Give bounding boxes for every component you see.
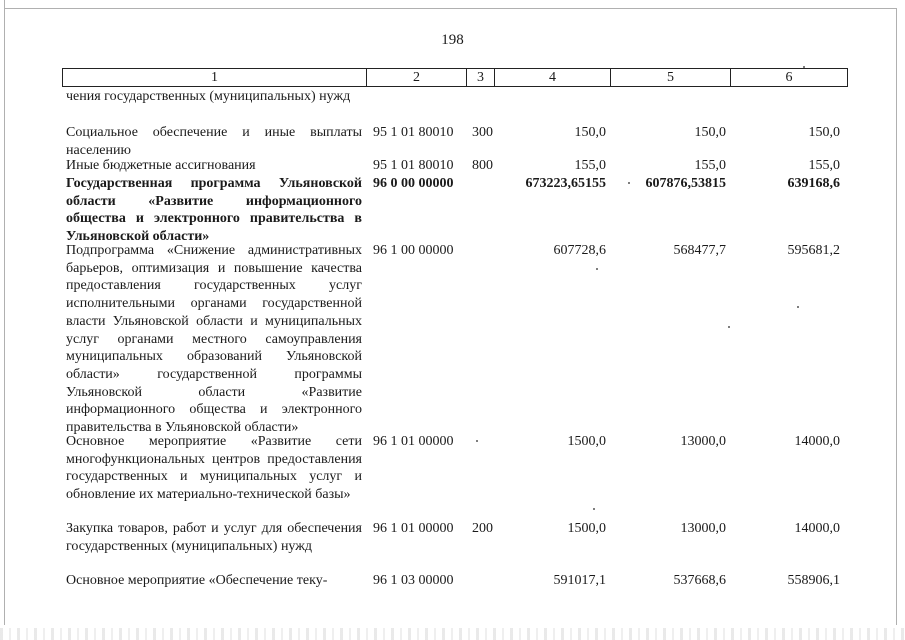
row-name: Иные бюджетные ассигнования [66, 158, 256, 173]
row-code: 96 1 01 00000 [373, 434, 454, 449]
scan-speck [593, 508, 595, 510]
row-name: Закупка товаров, работ и услуг для обеспечения государственных (муниципальных) нужд [66, 521, 362, 554]
column-header-3: 3 [467, 69, 495, 86]
row-value-col4: 1500,0 [567, 521, 606, 536]
row-code: 96 1 03 00000 [373, 573, 454, 588]
row-value-col5: 607876,53815 [645, 176, 726, 191]
row-value-col6: 14000,0 [794, 521, 840, 536]
row-name: Социальное обеспечение и иные выплаты населению [66, 125, 362, 158]
scan-edge-top [4, 8, 896, 9]
row-value-col6: 155,0 [808, 158, 840, 173]
row-code: 96 1 00 00000 [373, 243, 454, 258]
scan-speck [476, 440, 478, 442]
row-value-col4: 673223,65155 [525, 176, 606, 191]
row-code: 95 1 01 80010 [373, 158, 454, 173]
row-code: 96 1 01 00000 [373, 521, 454, 536]
row-code: 96 0 00 00000 [373, 176, 454, 191]
column-header-6: 6 [785, 70, 793, 85]
scan-speck [628, 182, 630, 184]
row-expense-type: 200 [472, 521, 493, 536]
column-header-5: 5 [611, 69, 731, 86]
row-expense-type: 800 [472, 158, 493, 173]
row-value-col6: 639168,6 [787, 176, 840, 191]
column-header-1: 1 [63, 69, 367, 86]
row-value-col6: 150,0 [808, 125, 840, 140]
scan-speck [596, 268, 598, 270]
row-name: Основное мероприятие «Обеспечение теку- [66, 573, 328, 588]
scan-edge-right [896, 8, 897, 625]
row-value-col5: 568477,7 [673, 243, 726, 258]
row-value-col5: 13000,0 [680, 521, 726, 536]
scan-speck [728, 326, 730, 328]
row-expense-type: 300 [472, 125, 493, 140]
row-value-col6: 558906,1 [787, 573, 840, 588]
row-value-col4: 155,0 [574, 158, 606, 173]
row-value-col5: 537668,6 [673, 573, 726, 588]
row-name: чения государственных (муниципальных) нужд [66, 89, 351, 104]
scan-edge-left [4, 0, 5, 625]
table-header [62, 68, 848, 87]
page-number: 198 [441, 32, 464, 48]
row-value-col6: 14000,0 [794, 434, 840, 449]
row-name: Государственная программа Ульяновской области «Развитие информационного общества и электронного правительства в Ульяновской области» [66, 176, 362, 245]
row-value-col4: 1500,0 [567, 434, 606, 449]
column-header-4: 4 [495, 69, 611, 86]
row-name: Основное мероприятие «Развитие сети многофункциональных центров предоставления государственных и муниципальных услуг и обновление их материально-технической базы» [66, 434, 362, 503]
row-value-col5: 155,0 [694, 158, 726, 173]
row-value-col5: 150,0 [694, 125, 726, 140]
row-value-col4: 150,0 [574, 125, 606, 140]
row-value-col6: 595681,2 [787, 243, 840, 258]
scan-speck [803, 66, 805, 68]
row-value-col4: 607728,6 [553, 243, 606, 258]
scan-bottom-edge [0, 628, 905, 640]
row-name: Подпрограмма «Снижение административных барьеров, оптимизация и повышение качества предоставления государственных услуг исполнительными органами государственной власти Ульяновской области и муниципальных услуг органами местного самоуправления муниципальных образований Ульяновской области» государственной программы Ульяновской области «Развитие информационного общества и электронного правительства в Ульяновской области» [66, 243, 362, 436]
row-value-col5: 13000,0 [680, 434, 726, 449]
column-header-2: 2 [367, 69, 467, 86]
row-code: 95 1 01 80010 [373, 125, 454, 140]
row-value-col4: 591017,1 [553, 573, 606, 588]
scan-speck [797, 306, 799, 308]
